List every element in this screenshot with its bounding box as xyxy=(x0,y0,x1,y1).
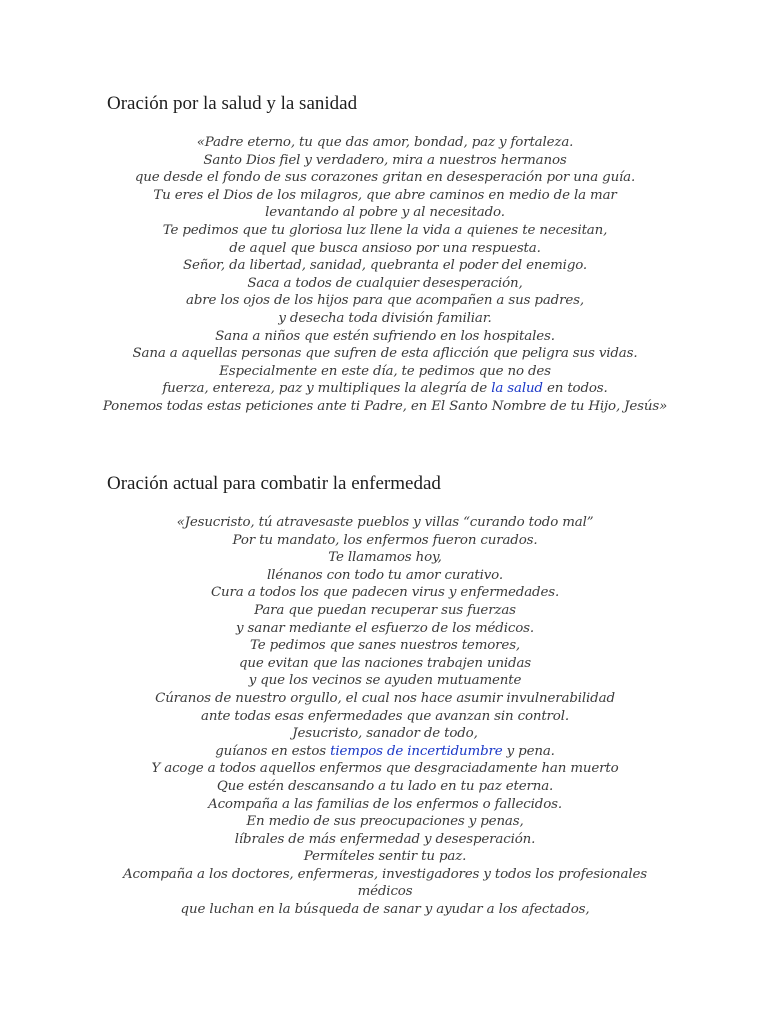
prayer-line: y que los vecinos se ayuden mutuamente xyxy=(248,673,522,689)
section-title-salud: Oración por la salud y la sanidad xyxy=(107,93,358,114)
prayer-line: y desecha toda división familiar. xyxy=(278,310,492,326)
prayer-line: abre los ojos de los hijos para que acompañen a sus padres, xyxy=(186,293,584,309)
prayer-line: Sana a niños que estén sufriendo en los hospitales. xyxy=(215,328,555,344)
prayer-line: ante todas esas enfermedades que avanzan sin control. xyxy=(201,708,569,724)
section-title-enfermedad: Oración actual para combatir la enfermedad xyxy=(107,473,441,494)
prayer-line: llénanos con todo tu amor curativo. xyxy=(267,567,503,583)
prayer-line: Te pedimos que tu gloriosa luz llene la vida a quienes te necesitan, xyxy=(162,222,608,238)
prayer-line: Por tu mandato, los enfermos fueron curados. xyxy=(232,532,538,548)
prayer-line: Tu eres el Dios de los milagros, que abre caminos en medio de la mar xyxy=(153,187,617,203)
prayer-line: Te llamamos hoy, xyxy=(328,550,442,566)
prayer-line: Jesucristo, sanador de todo, xyxy=(292,726,478,742)
prayer-line: Señor, da libertad, sanidad, quebranta el poder del enemigo. xyxy=(182,258,588,274)
prayer-line: Especialmente en este día, te pedimos que no des xyxy=(219,363,551,379)
prayer-line: y sanar mediante el esfuerzo de los médicos. xyxy=(236,620,534,636)
prayer-line: Acompaña a las familias de los enfermos o fallecidos. xyxy=(208,796,562,812)
prayer-line: «Padre eterno, tu que das amor, bondad, paz y fortaleza. xyxy=(196,135,574,150)
prayer-line: líbrales de más enfermedad y desesperación. xyxy=(234,831,536,847)
prayer-line: que evitan que las naciones trabajen unidas xyxy=(238,655,532,671)
inline-link[interactable]: la salud xyxy=(491,381,543,397)
prayer-line: Te pedimos que sanes nuestros temores, xyxy=(249,638,521,654)
prayer-line: Para que puedan recuperar sus fuerzas xyxy=(254,602,516,618)
prayer-line-text: en todos. xyxy=(542,381,608,397)
prayer-line: Que estén descansando a tu lado en tu paz eterna. xyxy=(216,778,554,794)
prayer-line: que desde el fondo de sus corazones gritan en desesperación por una guía. xyxy=(134,170,636,186)
prayer-line: Permíteles sentir tu paz. xyxy=(303,849,467,865)
prayer-line: Acompaña a los doctores, enfermeras, investigadores y todos los profesionales médicos xyxy=(123,866,647,900)
prayer-line: Sana a aquellas personas que sufren de esta aflicción que peligra sus vidas. xyxy=(132,346,638,362)
prayer-line: levantando al pobre y al necesitado. xyxy=(265,205,505,221)
prayer-line: En medio de sus preocupaciones y penas, xyxy=(246,814,524,830)
prayer-line-text: guíanos en estos xyxy=(215,743,331,759)
prayer-line: Cura a todos los que padecen virus y enfermedades. xyxy=(210,585,560,601)
prayer-line-text: fuerza, entereza, paz y multipliques la alegría de xyxy=(162,381,492,397)
prayer-line xyxy=(100,743,670,761)
prayer-line xyxy=(100,380,670,398)
prayer-line: que luchan en la búsqueda de sanar y ayudar a los afectados, xyxy=(180,902,590,918)
prayer-line: Saca a todos de cualquier desesperación, xyxy=(247,275,523,291)
prayer-line-text: y pena. xyxy=(502,743,555,759)
prayer-line: Y acoge a todos aquellos enfermos que desgraciadamente han muerto xyxy=(151,761,619,777)
prayer-text-enfermedad xyxy=(100,514,670,919)
prayer-line: de aquel que busca ansioso por una respuesta. xyxy=(229,240,541,256)
prayer-line: «Jesucristo, tú atravesaste pueblos y villas “curando todo mal” xyxy=(176,515,594,530)
prayer-line: Cúranos de nuestro orgullo, el cual nos hace asumir invulnerabilidad xyxy=(155,690,615,706)
prayer-text-salud xyxy=(100,134,670,416)
prayer-line: Santo Dios fiel y verdadero, mira a nuestros hermanos xyxy=(203,152,567,168)
inline-link[interactable]: tiempos de incertidumbre xyxy=(330,743,503,759)
prayer-line: Ponemos todas estas peticiones ante ti Padre, en El Santo Nombre de tu Hijo, Jesús» xyxy=(102,398,668,414)
